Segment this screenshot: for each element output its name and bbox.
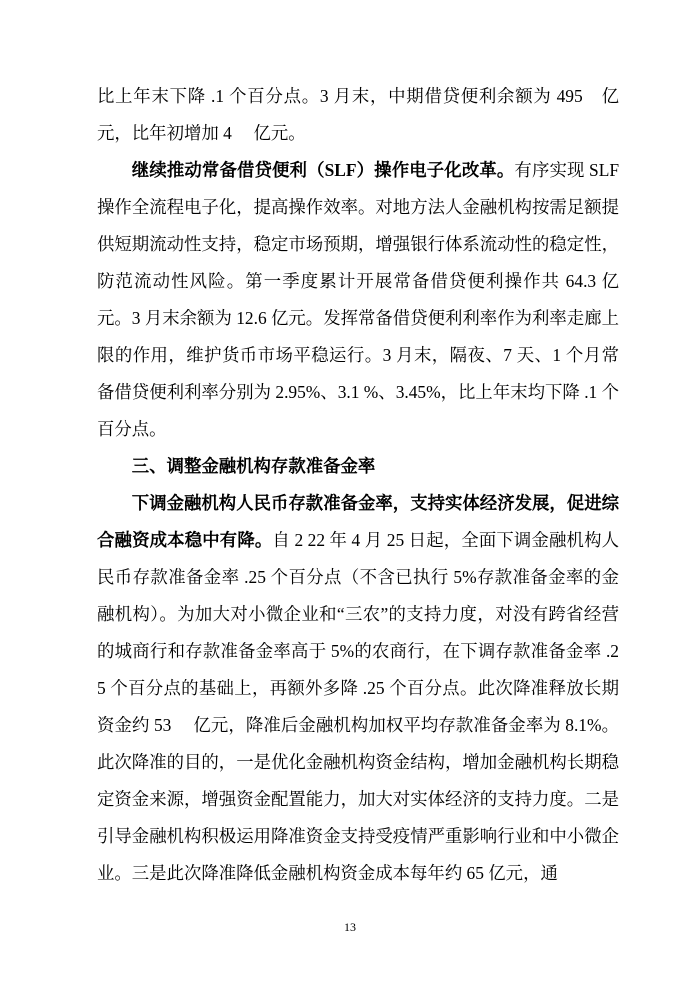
paragraph-text: 自 2 22 年 4 月 25 日起，全面下调金融机构人民币存款准备金率 .25 个百分点（不含已执行 5%存款准备金率的金融机构）。为加大对小微企业和“三农”的支持力度，对没有跨省经营的城商行和存款准备金率高于 5%的农商行，在下调存款准备金率 .25 个百分点的基础上，再额外多降 .25 个百分点。此次降准释放长期资金约 53 亿元，降准后金融机构加权平均存款准备金率为 8.1%。此次降准的目的，一是优化金融机构资金结构，增加金融机构长期稳定资金来源，增强资金配置能力，加大对实体经济的支持力度。二是引导金融机构积极运用降准资金支持受疫情严重影响行业和中小微企业。三是此次降准降低金融机构资金成本每年约 65 亿元，通 <box>97 530 619 883</box>
body-paragraph-continuation <box>97 78 619 152</box>
paragraph-lead-bold: 下调金融机构人民币存款准备金率，支持实体经济发展，促进综合融资成本稳中有降。 <box>97 493 619 550</box>
body-paragraph-slf <box>97 152 619 448</box>
paragraph-text: 有序实现 SLF 操作全流程电子化，提高操作效率。对地方法人金融机构按需足额提供短期流动性支持，稳定市场预期，增强银行体系流动性的稳定性，防范流动性风险。第一季度累计开展常备借贷便利操作共 64.3 亿元。3 月末余额为 12.6 亿元。发挥常备借贷便利利率作为利率走廊上限的作用，维护货币市场平稳运行。3 月末，隔夜、7 天、1 个月常备借贷便利利率分别为 2.95%、3.1 %、3.45%，比上年末均下降 .1 个百分点。 <box>97 160 619 439</box>
paragraph-lead-bold: 继续推动常备借贷便利（SLF）操作电子化改革。 <box>131 160 515 180</box>
body-paragraph-rrr <box>97 485 619 892</box>
paragraph-text: 比上年末下降 .1 个百分点。3 月末，中期借贷便利余额为 495 亿元，比年初增加 4 亿元。 <box>97 86 619 143</box>
document-content <box>97 78 619 892</box>
page-number: 13 <box>344 920 356 934</box>
section-heading: 三、调整金融机构存款准备金率 <box>131 456 376 476</box>
